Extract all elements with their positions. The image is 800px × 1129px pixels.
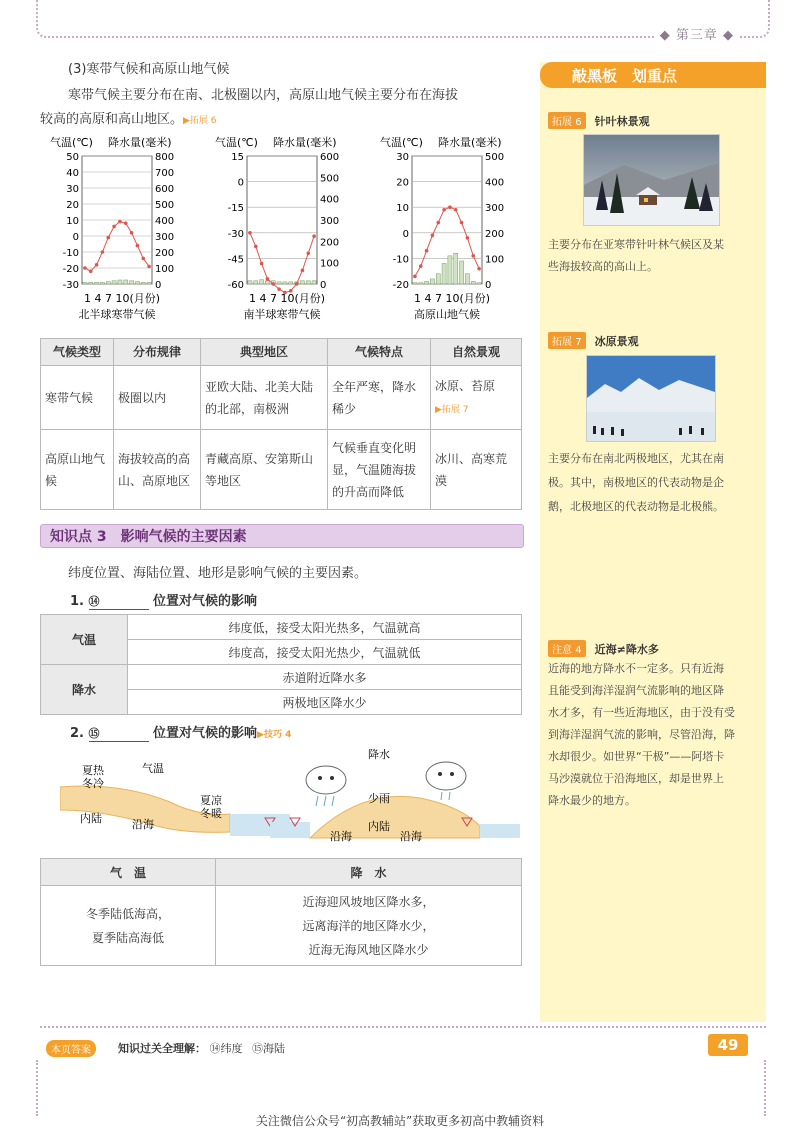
label-cool: 夏凉 <box>200 794 222 807</box>
blank-14: ⑭ <box>89 593 149 610</box>
note-line: 马沙漠就位于沿海地区，却是世界上 <box>548 772 724 785</box>
chart-name: 北半球寒带气候 <box>78 308 156 321</box>
ext7-text-2: 极。其中，南极地区的代表动物是企 <box>548 476 724 489</box>
temp-tick-label: 0 <box>402 228 409 240</box>
temp-row-2: 纬度高，接受太阳光热少，气温就低 <box>128 640 522 665</box>
cell-landscape: 冰川、高寒荒漠 <box>431 430 522 510</box>
temp-line <box>415 207 479 276</box>
knowledge-point-title: 知识点 3 影响气候的主要因素 <box>50 529 247 545</box>
precip-bar <box>312 281 316 284</box>
header-cell: 气候类型 <box>41 339 114 366</box>
label-coast-2: 沿海 <box>400 830 422 843</box>
label-less-rain: 少雨 <box>368 792 390 805</box>
note-title: 近海≠降水多 <box>594 643 659 656</box>
chart-name: 高原山地气候 <box>414 308 480 321</box>
temp-point <box>442 208 446 212</box>
precip-bar <box>425 281 429 284</box>
climate-table <box>40 338 522 510</box>
precip-tick-label: 200 <box>155 248 175 259</box>
temp-tick-label: 15 <box>231 152 244 163</box>
temp-tick-label: 10 <box>396 203 409 215</box>
precip-bar <box>460 261 464 284</box>
tip4-ref: ▶技巧 4 <box>257 730 292 740</box>
latitude-table <box>40 614 522 715</box>
temp-point <box>130 231 134 235</box>
chart-south-polar <box>215 135 339 321</box>
bottom-frame <box>36 1060 766 1116</box>
precip-bar <box>83 282 87 284</box>
cell-feature: 气候垂直变化明显，气温随海拔的升高而降低 <box>328 430 431 510</box>
ext7-text-3: 鹅，北极地区的代表动物是北极熊。 <box>548 500 724 513</box>
temp-point <box>271 282 275 286</box>
precip-tick-label: 800 <box>155 152 175 163</box>
table-row <box>41 665 522 690</box>
ext7-ref: ▶拓展 7 <box>435 404 469 415</box>
precip-tick-label: 500 <box>320 173 340 185</box>
temp-tick-label: 30 <box>66 184 79 195</box>
cell-feature: 全年严寒，降水稀少 <box>328 366 431 430</box>
temp-point <box>136 244 140 248</box>
cell-type: 高原山地气候 <box>41 430 114 510</box>
temp-point <box>260 262 264 266</box>
precip-bar <box>100 282 104 284</box>
precip-bar <box>135 282 139 284</box>
temp-row-1: 纬度低，接受太阳光热多，气温就高 <box>128 615 522 640</box>
temp-point <box>477 267 481 271</box>
temp-tick-label: -60 <box>227 280 244 291</box>
ext6-tag: 拓展 6 <box>548 112 586 129</box>
precip-tick-label: 0 <box>320 280 327 291</box>
sidebar-note-heading <box>548 638 659 657</box>
precip-axis-label: 降水量(毫米) <box>273 136 337 149</box>
temp-cell: 冬季陆低海高， 夏季陆高海低 <box>41 886 216 966</box>
temp-tick-label: 50 <box>66 152 79 163</box>
precip-bar <box>306 281 310 284</box>
note-line: 水才多，有一些近海地区，由于没有受 <box>548 706 735 719</box>
precip-cell: 近海迎风坡地区降水多， 远离海洋的地区降水少， 近海无海风地区降水少 <box>216 886 522 966</box>
table-row <box>41 430 522 510</box>
temp-point <box>425 249 429 253</box>
sidebar-ext7-heading <box>548 330 639 349</box>
month-axis-label: 1 4 7 10(月份) <box>414 292 491 305</box>
header-cell: 气 温 <box>41 859 216 886</box>
temp-tick-label: 30 <box>396 152 409 163</box>
temp-point <box>436 221 440 225</box>
ice-field-photo <box>586 355 716 442</box>
precip-tick-label: 600 <box>320 152 340 163</box>
chart-north-polar <box>50 135 174 321</box>
table-row <box>41 615 522 640</box>
note-line: 到海洋湿润气流的影响，尽管沿海，降 <box>548 728 735 741</box>
precip-bar <box>248 281 252 284</box>
cell-landscape: 冰原、苔原 ▶拓展 7 <box>431 366 522 430</box>
precip-axis-label: 降水量(毫米) <box>108 136 172 149</box>
header-cell: 分布规律 <box>114 339 201 366</box>
precip-tick-label: 0 <box>155 280 162 291</box>
precip-bar <box>265 281 269 284</box>
note-line: 且能受到海洋湿润气流影响的地区降 <box>548 684 724 697</box>
precip-bar <box>465 274 469 284</box>
dry-cloud-icon <box>426 762 466 800</box>
precip-bar <box>260 280 264 284</box>
precip-bar <box>118 280 122 284</box>
temp-tick-label: -20 <box>62 264 79 275</box>
temp-point <box>295 282 299 286</box>
precip-tick-label: 0 <box>485 280 492 291</box>
ext7-tag: 拓展 7 <box>548 332 586 349</box>
precip-tick-label: 400 <box>485 177 505 189</box>
ext6-text-1: 主要分布在亚寒带针叶林气候区及某 <box>548 238 724 251</box>
temp-axis-label: 气温(℃) <box>215 136 258 149</box>
chart-name: 南半球寒带气候 <box>243 308 321 321</box>
temp-point <box>147 265 151 269</box>
plot-frame <box>247 156 317 284</box>
precip-bar <box>130 281 134 284</box>
page-number: 49 <box>708 1034 748 1056</box>
temp-point <box>413 275 417 279</box>
temp-label: 气温 <box>41 615 128 665</box>
footer-text: 关注微信公众号“初高教辅站”获取更多初高中教辅资料 <box>255 1114 545 1128</box>
temp-point <box>454 208 458 212</box>
month-axis-label: 1 4 7 10(月份) <box>249 292 326 305</box>
section-para-2: 较高的高原和高山地区。▶拓展 6 <box>40 112 217 127</box>
header-cell: 气候特点 <box>328 339 431 366</box>
blank-15: ⑮ <box>89 725 149 742</box>
label-inland: 内陆 <box>80 812 102 825</box>
temp-tick-label: -30 <box>227 228 244 240</box>
temp-tick-label: 10 <box>66 216 79 227</box>
precip-tick-label: 300 <box>485 203 505 215</box>
precip-bar <box>430 279 434 284</box>
sidebar-header-title: 敲黑板 划重点 <box>572 67 678 85</box>
temp-point <box>248 231 252 235</box>
temp-point <box>419 264 423 268</box>
temp-tick-label: -10 <box>392 254 409 266</box>
ext6-title: 针叶林景观 <box>594 115 650 128</box>
cell-area: 亚欧大陆、北美大陆的北部，南极洲 <box>201 366 328 430</box>
temp-tick-label: -15 <box>227 203 244 215</box>
precip-bar <box>141 282 145 284</box>
precip-tick-label: 700 <box>155 168 175 179</box>
precip-bar <box>283 282 287 284</box>
temp-axis-label: 气温(℃) <box>50 136 93 149</box>
precip-tick-label: 400 <box>320 194 340 206</box>
temp-point <box>112 225 116 229</box>
ext6-ref: ▶拓展 6 <box>183 116 217 126</box>
header-cell: 自然景观 <box>431 339 522 366</box>
temp-point <box>460 221 464 225</box>
temp-tick-label: 40 <box>66 168 79 179</box>
precip-bar <box>436 274 440 284</box>
temp-point <box>277 287 281 291</box>
precip-bar <box>95 282 99 284</box>
precip-bar <box>419 283 423 284</box>
table-row <box>41 886 522 966</box>
factor-item-2: 2. ⑮ 位置对气候的影响▶技巧 4 <box>70 726 292 741</box>
note-line: 水却很少。如世界“干极”——阿塔卡 <box>548 750 725 763</box>
temp-point <box>306 251 310 255</box>
precip-bar <box>124 280 128 284</box>
temp-point <box>95 263 99 267</box>
month-axis-label: 1 4 7 10(月份) <box>84 292 161 305</box>
table-header-row <box>41 339 522 366</box>
temp-tick-label: -30 <box>62 280 79 291</box>
note-tag: 注意 4 <box>548 640 586 657</box>
label-cold: 冬冷 <box>82 777 104 790</box>
precip-label: 降水 <box>41 665 128 715</box>
precip-bar <box>254 281 258 284</box>
temp-line <box>85 222 149 272</box>
temp-tick-label: 0 <box>72 232 79 243</box>
temp-point <box>466 236 470 240</box>
precip-row-1: 赤道附近降水多 <box>128 665 522 690</box>
precip-tick-label: 300 <box>320 216 340 227</box>
answer-line: 知识过关全理解： ⑭纬度 ⑮海陆 <box>118 1042 285 1055</box>
temp-point <box>471 254 475 258</box>
temp-tick-label: -10 <box>62 248 79 259</box>
precip-bar <box>289 282 293 284</box>
temp-point <box>124 221 128 225</box>
temp-point <box>312 234 316 238</box>
precip-bar <box>471 281 475 284</box>
chart-highland <box>380 135 504 321</box>
temp-tick-label: 0 <box>237 177 244 189</box>
cell-rule: 海拔较高的高山、高原地区 <box>114 430 201 510</box>
precip-tick-label: 100 <box>485 254 505 266</box>
precip-tick-label: 400 <box>155 216 175 227</box>
chapter-label: ◆ 第三章 ◆ <box>654 24 740 43</box>
label-hot: 夏热 <box>82 764 104 777</box>
precip-tick-label: 500 <box>485 152 505 163</box>
note-line: 降水最少的地方。 <box>548 794 636 807</box>
temp-point <box>118 220 122 224</box>
temp-point <box>83 266 87 270</box>
sidebar-ext6-heading <box>548 110 650 129</box>
precip-tick-label: 300 <box>155 232 175 243</box>
ext7-text-1: 主要分布在南北两极地区，尤其在南 <box>548 452 724 465</box>
precip-row-2: 两极地区降水少 <box>128 690 522 715</box>
sea-land-diagram <box>60 742 520 852</box>
precip-bar <box>112 281 116 284</box>
cell-area: 青藏高原、安第斯山等地区 <box>201 430 328 510</box>
precip-tick-label: 100 <box>155 264 175 275</box>
header-cell: 降 水 <box>216 859 522 886</box>
precip-tick-label: 100 <box>320 258 340 270</box>
note-body <box>548 658 762 812</box>
temp-point <box>431 234 435 238</box>
precip-bar <box>413 283 417 284</box>
label-coast: 沿海 <box>132 818 154 831</box>
precip-bar <box>477 283 481 284</box>
temp-point <box>141 257 145 261</box>
temp-tick-label: 20 <box>396 177 409 189</box>
precip-tick-label: 200 <box>485 228 505 240</box>
precip-tick-label: 600 <box>155 184 175 195</box>
plot-frame <box>412 156 482 284</box>
header-cell: 典型地区 <box>201 339 328 366</box>
factors-intro: 纬度位置、海陆位置、地形是影响气候的主要因素。 <box>68 566 368 581</box>
cell-type: 寒带气候 <box>41 366 114 430</box>
precip-bar <box>300 281 304 284</box>
note-line: 近海的地方降水不一定多。只有近海 <box>548 662 724 675</box>
answer-15: ⑮海陆 <box>252 1042 285 1055</box>
precip-bar <box>442 264 446 284</box>
table-row <box>41 366 522 430</box>
temp-point <box>106 236 110 240</box>
forest-photo <box>583 134 720 226</box>
answer-14: ⑭纬度 <box>209 1042 243 1055</box>
climate-charts <box>40 134 520 330</box>
precip-bar <box>448 256 452 284</box>
precip-bar <box>89 282 93 284</box>
precip-bar <box>147 282 151 284</box>
cell-rule: 极圈以内 <box>114 366 201 430</box>
precip-tick-label: 500 <box>155 200 175 211</box>
precip-bar <box>106 282 110 284</box>
temp-point <box>448 205 452 209</box>
temp-point <box>301 269 305 273</box>
temp-axis-label: 气温(℃) <box>380 136 423 149</box>
temp-point <box>101 250 105 254</box>
temp-tick-label: 20 <box>66 200 79 211</box>
precip-tick-label: 200 <box>320 237 340 249</box>
label-precip: 降水 <box>368 748 390 761</box>
precip-axis-label: 降水量(毫米) <box>438 136 502 149</box>
ext7-title: 冰原景观 <box>594 335 639 348</box>
label-temp: 气温 <box>142 762 164 775</box>
ext6-text-2: 些海拔较高的高山上。 <box>548 260 658 273</box>
table-header-row <box>41 859 522 886</box>
temp-tick-label: -45 <box>227 254 244 266</box>
temp-point <box>89 269 93 273</box>
answer-tag: 本页答案 <box>46 1040 96 1057</box>
precip-bar <box>454 253 458 284</box>
temp-point <box>254 245 258 249</box>
section-heading: (3)寒带气候和高原山地气候 <box>68 62 230 77</box>
label-coast-1: 沿海 <box>330 830 352 843</box>
label-inland-2: 内陆 <box>368 820 390 833</box>
precip-bar <box>277 282 281 284</box>
temp-point <box>266 277 270 281</box>
label-warm: 冬暖 <box>200 807 222 820</box>
temp-tick-label: -20 <box>392 280 409 291</box>
rain-cloud-icon <box>306 766 346 806</box>
section-para-1: 寒带气候主要分布在南、北极圈以内，高原山地气候主要分布在海拔 <box>68 88 459 103</box>
sea-land-table <box>40 858 522 966</box>
factor-item-1: 1. ⑭ 位置对气候的影响 <box>70 594 258 609</box>
